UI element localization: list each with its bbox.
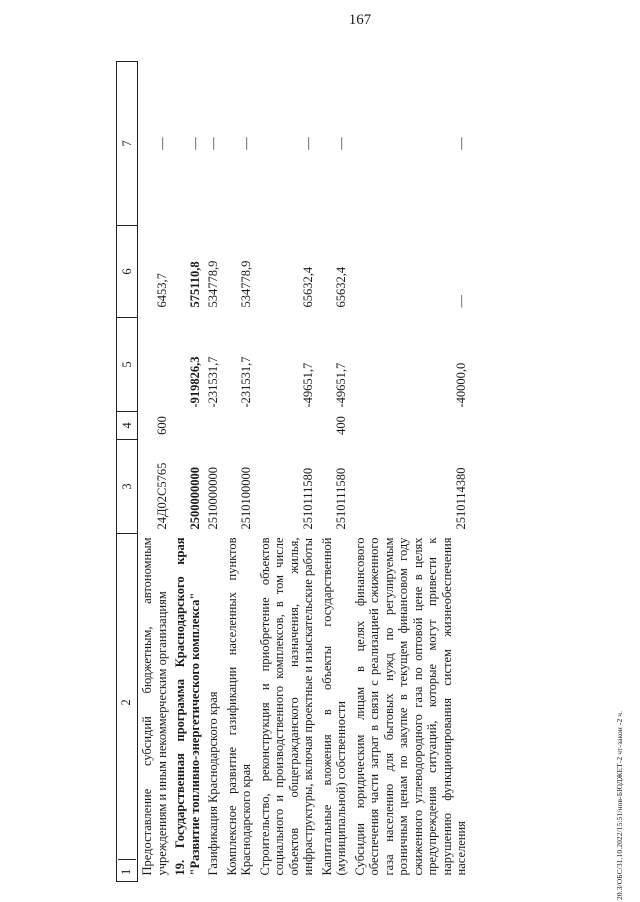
header-row: [117, 62, 138, 882]
header-col-2: 2: [118, 699, 133, 706]
document-footer-code: 20.3/ОБС/31.10.2022/15:51/нов-БЮДЖЕТ-2 чт-закон -2 ч.: [615, 710, 624, 900]
row-name: Предоставление субсидий бюджетным, автономным учреждениям и иным некоммерческим организациям: [140, 537, 169, 876]
row-col7: —: [301, 137, 315, 150]
header-cell-1-2: [117, 534, 138, 882]
table-row: [204, 62, 223, 882]
header-cell-7: 7: [117, 62, 138, 226]
row-change: -231531,7: [239, 356, 253, 408]
row-code: 2500000000: [187, 467, 202, 530]
table-row: [256, 62, 318, 882]
row-name: 19. Государственная программа Краснодарского края "Развитие топливно-энергетического комплекса": [173, 537, 202, 876]
rotated-table-container: [116, 62, 614, 882]
row-total: 534778,9: [239, 260, 253, 308]
row-expense-type: [171, 412, 204, 440]
header-cell-5: 5: [117, 318, 138, 412]
row-total: 65632,4: [301, 266, 315, 308]
row-expense-type: 600: [154, 416, 169, 435]
table-row: [138, 62, 172, 882]
row-code: 2510114380: [454, 467, 468, 530]
row-code: 2510111580: [334, 467, 348, 530]
header-cell-3: 3: [117, 440, 138, 534]
row-col7: —: [334, 137, 348, 150]
row-code: 2510100000: [239, 467, 253, 530]
row-total: —: [454, 295, 468, 308]
row-name: Субсидии юридическим лицам в целях финансового обеспечения части затрат в связи с реализацией сжиженного газа населению для бытовых нужд по регулируемым розничным ценам по закупке в текущем финансовом году сжиженного углеводородного газа по оптовой цене в целях предупреждения ситуаций, которые могут привести к нарушению функционирования систем жизнеобеспечения населения: [352, 537, 468, 876]
row-name: Комплексное развитие газификации населенных пунктов Краснодарского края: [224, 537, 253, 876]
header-cell-6: 6: [117, 226, 138, 318]
row-name: Газификация Краснодарского края: [206, 691, 220, 876]
header-cell-4: 4: [117, 412, 138, 440]
row-total: 6453,7: [154, 273, 169, 308]
row-expense-type: [256, 412, 318, 440]
row-col7: —: [239, 137, 253, 150]
header-col-1: 1: [118, 868, 133, 875]
row-change: -919826,3: [187, 356, 202, 408]
table-row: [351, 62, 471, 882]
row-change: -40000,0: [454, 362, 468, 408]
row-name: Строительство, реконструкция и приобретение объектов социального и производственного комплексов, в том числе объектов общегражданского назначения, жилья, инфраструктуры, включая проектные и изыскательские работы: [257, 537, 315, 876]
row-change: -49651,7: [334, 362, 348, 408]
row-total: 65632,4: [334, 266, 348, 308]
row-code: 24Д02С5765: [154, 462, 169, 530]
row-total: 575110,8: [187, 261, 202, 308]
row-expense-type: [204, 412, 223, 440]
row-change: -49651,7: [301, 362, 315, 408]
table-row: [318, 62, 351, 882]
row-code: 2510111580: [301, 467, 315, 530]
row-expense-type: [223, 412, 256, 440]
row-col7: —: [187, 137, 202, 150]
table-row: [223, 62, 256, 882]
row-change: -231531,7: [206, 356, 220, 408]
row-code: 2510000000: [206, 467, 220, 530]
row-total: 534778,9: [206, 260, 220, 308]
row-name: Капитальные вложения в объекты государственной (муниципальной) собственности: [319, 537, 348, 876]
table-row: [171, 62, 204, 882]
budget-table: [116, 61, 471, 882]
row-col7: —: [154, 137, 169, 150]
row-expense-type: 400: [334, 416, 348, 435]
row-col7: —: [206, 137, 220, 150]
row-change: [138, 318, 172, 412]
row-col7: —: [454, 137, 468, 150]
row-expense-type: [351, 412, 471, 440]
page-number: 167: [348, 12, 372, 28]
